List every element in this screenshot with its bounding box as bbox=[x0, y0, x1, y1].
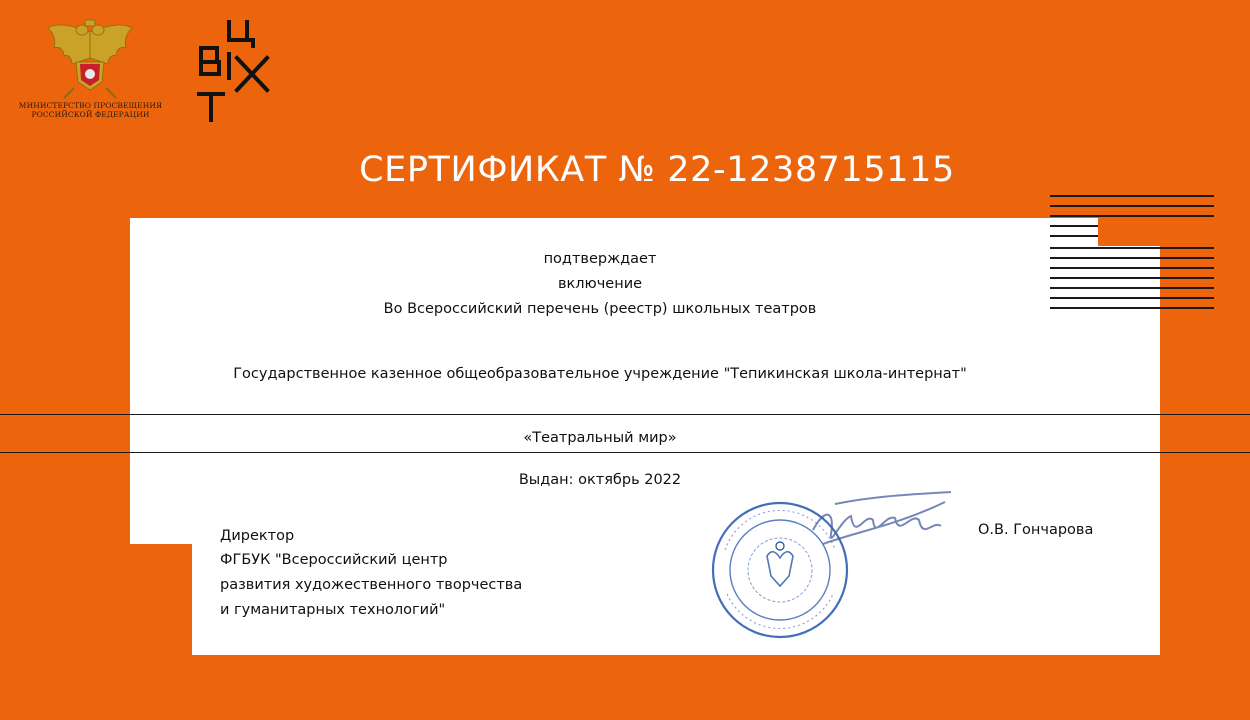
signatory-org-line3: и гуманитарных технологий" bbox=[220, 602, 446, 618]
ministry-logo bbox=[18, 18, 163, 123]
vcht-logo-icon bbox=[195, 18, 275, 122]
russian-coat-of-arms-icon bbox=[44, 18, 136, 100]
signatory-position: Директор bbox=[220, 528, 295, 544]
confirms-text: подтверждает bbox=[543, 251, 657, 267]
issue-date: Выдан: октябрь 2022 bbox=[518, 472, 682, 488]
divider-line-bottom bbox=[0, 452, 1250, 453]
registry-text: Во Всероссийский перечень (реестр) школьных театров bbox=[383, 301, 817, 317]
divider-line-top bbox=[0, 414, 1250, 415]
signatory-org-line2: развития художественного творчества bbox=[220, 577, 523, 593]
signatory-org-line1: ФГБУК "Всероссийский центр bbox=[220, 552, 448, 568]
theatre-name: «Театральный мир» bbox=[523, 430, 677, 446]
signatory-name: О.В. Гончарова bbox=[978, 522, 1094, 538]
inclusion-text: включение bbox=[557, 276, 643, 292]
official-stamp-signature bbox=[705, 490, 955, 640]
certificate-title: СЕРТИФИКАТ № 22-1238715115 bbox=[359, 150, 955, 190]
ministry-name: МИНИСТЕРСТВО ПРОСВЕЩЕНИЯ РОССИЙСКОЙ ФЕДЕРАЦИИ bbox=[18, 101, 163, 119]
institution-name: Государственное казенное общеобразовательное учреждение "Тепикинская школа-интернат" bbox=[233, 366, 967, 382]
